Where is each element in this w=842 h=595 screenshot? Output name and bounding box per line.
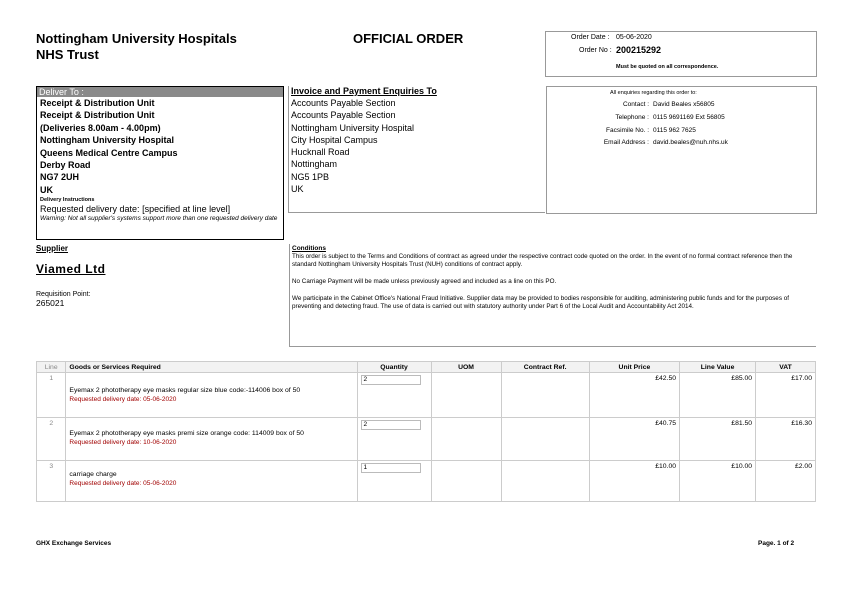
line-value: £10.00 xyxy=(680,461,756,502)
contract-cell xyxy=(501,461,589,502)
line-value: £85.00 xyxy=(680,373,756,418)
conditions-paragraph-2: No Carriage Payment will be made unless previously agreed and included as a line on this PO. xyxy=(292,278,557,285)
uom-cell xyxy=(431,461,501,502)
deliver-line: UK xyxy=(40,184,53,195)
item-requested-date: Requested delivery date: 10-06-2020 xyxy=(69,439,177,446)
enquiries-note: All enquiries regarding this order to: xyxy=(610,90,697,96)
unit-price: £42.50 xyxy=(589,373,679,418)
uom-cell xyxy=(431,373,501,418)
item-requested-date: Requested delivery date: 05-06-2020 xyxy=(69,480,177,487)
contact-label: Contact : xyxy=(622,101,649,108)
deliver-line: Queens Medical Centre Campus xyxy=(40,147,178,158)
goods-cell xyxy=(66,461,357,502)
line-number: 3 xyxy=(37,461,66,502)
uom-cell xyxy=(431,418,501,461)
invoice-heading: Invoice and Payment Enquiries To xyxy=(291,86,437,96)
invoice-line: Hucknall Road xyxy=(291,147,350,158)
invoice-line: Nottingham xyxy=(291,159,338,170)
conditions-heading: Conditions xyxy=(292,245,326,252)
order-date-label: Order Date : xyxy=(571,34,610,41)
org-line-2: NHS Trust xyxy=(36,47,99,62)
col-line: Line xyxy=(37,362,66,373)
quantity-field: 1 xyxy=(361,463,421,473)
conditions-paragraph-1: This order is subject to the Terms and Conditions of contract as agreed under the respective contract code quoted on the order. In the event of no formal contract reference then the standard Nottingham University Hospitals Trust (NUH) conditions of contract apply. xyxy=(292,253,793,268)
quantity-field: 2 xyxy=(361,420,421,430)
col-goods: Goods or Services Required xyxy=(66,362,357,373)
unit-price: £40.75 xyxy=(589,418,679,461)
col-vat: VAT xyxy=(756,362,816,373)
telephone-value: 0115 9691169 Ext 56805 xyxy=(653,114,725,121)
contract-cell xyxy=(501,418,589,461)
col-quantity: Quantity xyxy=(357,362,431,373)
deliver-line: Receipt & Distribution Unit xyxy=(40,110,155,121)
table-row xyxy=(37,418,816,461)
supplier-label: Supplier xyxy=(36,244,69,253)
invoice-line: NG5 1PB xyxy=(291,171,330,182)
invoice-box xyxy=(288,86,545,213)
order-date-value: 05-06-2020 xyxy=(616,34,652,41)
vat-value: £2.00 xyxy=(756,461,816,502)
line-number: 2 xyxy=(37,418,66,461)
deliver-line: Receipt & Distribution Unit xyxy=(40,98,155,108)
line-number: 1 xyxy=(37,373,66,418)
quote-note: Must be quoted on all correspondence. xyxy=(616,64,719,70)
table-header-row xyxy=(37,362,816,373)
line-value: £81.50 xyxy=(680,418,756,461)
order-no-value: 200215292 xyxy=(616,45,662,55)
fax-value: 0115 962 7625 xyxy=(653,127,696,134)
deliver-line: (Deliveries 8.00am - 4.00pm) xyxy=(40,122,161,133)
col-contract-ref: Contract Ref. xyxy=(501,362,589,373)
unit-price: £10.00 xyxy=(589,461,679,502)
conditions-paragraph-3: We participate in the Cabinet Office's National Fraud Initiative. Supplier data may be provided to bodies responsible for auditing, administering public funds and for the purposes of preventing and detecting fraud. The use of data is carried out with statutory authority under Part 6 of the Local Audit and Accountability Act 2014. xyxy=(292,295,789,310)
invoice-line: City Hospital Campus xyxy=(291,134,378,145)
invoice-line: Accounts Payable Section xyxy=(291,110,396,121)
delivery-instructions-label: Delivery Instructions xyxy=(40,197,95,204)
item-description: Eyemax 2 phototherapy eye masks regular size blue code:-114006 box of 50 xyxy=(69,387,301,394)
vat-value: £16.30 xyxy=(756,418,816,461)
order-lines-table xyxy=(36,361,816,502)
order-no-label: Order No : xyxy=(579,47,612,54)
requisition-point-value: 265021 xyxy=(36,298,65,308)
footer-provider: GHX Exchange Services xyxy=(36,540,112,547)
organisation-name xyxy=(36,31,237,63)
quantity-cell xyxy=(357,373,431,418)
contact-value: David Beales x56805 xyxy=(653,101,715,108)
email-value: david.beales@nuh.nhs.uk xyxy=(653,139,728,146)
col-unit-price: Unit Price xyxy=(589,362,679,373)
deliver-to-box xyxy=(36,86,284,240)
footer-page-number: Page. 1 of 2 xyxy=(758,540,795,547)
requisition-point-label: Requisition Point: xyxy=(36,291,91,298)
goods-cell xyxy=(66,418,357,461)
invoice-line: Nottingham University Hospital xyxy=(291,122,415,133)
contract-cell xyxy=(501,373,589,418)
supplier-name: Viamed Ltd xyxy=(36,262,106,276)
org-line-1: Nottingham University Hospitals xyxy=(36,31,237,46)
telephone-label: Telephone : xyxy=(615,114,649,121)
table-row xyxy=(37,461,816,502)
invoice-line: UK xyxy=(291,184,304,195)
invoice-line: Accounts Payable Section xyxy=(291,98,396,108)
requested-delivery-date: Requested delivery date: [specified at line level] xyxy=(40,204,231,215)
quantity-cell xyxy=(357,418,431,461)
quantity-cell xyxy=(357,461,431,502)
fax-label: Facsimile No. : xyxy=(606,127,649,134)
item-description: Eyemax 2 phototherapy eye masks premi size orange code: 114009 box of 50 xyxy=(69,430,304,437)
deliver-line: Nottingham University Hospital xyxy=(40,135,175,146)
conditions-box xyxy=(289,244,816,347)
deliver-to-heading: Deliver To : xyxy=(37,87,283,97)
contact-box xyxy=(546,86,817,214)
quantity-field: 2 xyxy=(361,375,421,385)
vat-value: £17.00 xyxy=(756,373,816,418)
document-title: OFFICIAL ORDER xyxy=(353,31,464,46)
deliver-line: NG7 2UH xyxy=(40,172,80,183)
goods-cell xyxy=(66,373,357,418)
table-row xyxy=(37,373,816,418)
email-label: Email Address : xyxy=(603,139,649,146)
col-line-value: Line Value xyxy=(680,362,756,373)
col-uom: UOM xyxy=(431,362,501,373)
deliver-line: Derby Road xyxy=(40,160,91,171)
delivery-warning: Warning: Not all supplier's systems support more than one requested delivery date xyxy=(40,215,278,223)
order-info-box xyxy=(545,31,817,77)
item-description: carriage charge xyxy=(69,471,117,478)
item-requested-date: Requested delivery date: 05-06-2020 xyxy=(69,396,177,403)
